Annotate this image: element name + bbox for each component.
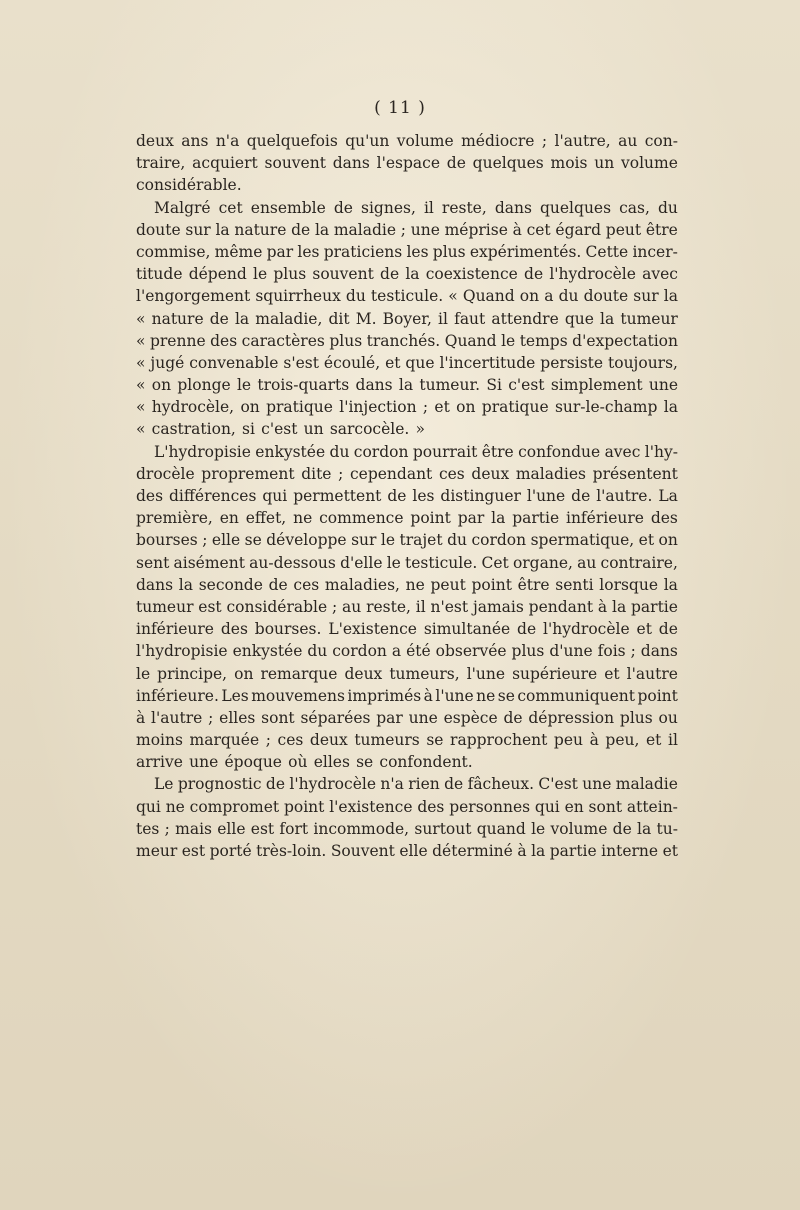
text-line: arrive une époque où elles se confondent. [136,753,473,772]
text-line: le principe, on remarque deux tumeurs, l'une supérieure et l'autre [136,664,678,683]
text-line: inférieure des bourses. L'existence simultanée de l'hydrocèle et de [136,620,678,639]
text-line: traire, acquiert souvent dans l'espace de quelques mois un volume [136,154,678,173]
text-line: deux ans n'a quelquefois qu'un volume médiocre ; l'autre, au con- [136,132,678,150]
text-line: à l'autre ; elles sont séparées par une espèce de dépression plus ou [136,708,678,727]
text-line: considérable. [136,176,242,195]
text-line: L'hydropisie enkystée du cordon pourrait être confondue avec l'hy- [154,442,678,461]
text-line: inférieure. Les mouvemens imprimés à l'une ne se communiquent point [136,686,678,705]
text-line: commise, même par les praticiens les plus expérimentés. Cette incer- [136,242,678,261]
text-line: dans la seconde de ces maladies, ne peut point être senti lorsque la [136,575,678,594]
text-line: « hydrocèle, on pratique l'injection ; et on pratique sur-le-champ la [136,398,678,417]
text-line: titude dépend le plus souvent de la coexistence de l'hydrocèle avec [136,265,678,284]
text-line: « castration, si c'est un sarcocèle. » [136,420,426,439]
text-line: « jugé convenable s'est écoulé, et que l'incertitude persiste toujours, [136,353,678,372]
text-line: tes ; mais elle est fort incommode, surtout quand le volume de la tu- [136,819,678,838]
text-line: l'engorgement squirrheux du testicule. « Quand on a du doute sur la [136,287,678,306]
body-text [136,130,678,862]
text-line: meur est porté très-loin. Souvent elle déterminé à la partie interne et [136,842,678,860]
text-line: moins marquée ; ces deux tumeurs se rapprochent peu à peu, et il [136,731,678,750]
text-line: drocèle proprement dite ; cependant ces deux maladies présentent [136,464,678,483]
text-line: « nature de la maladie, dit M. Boyer, il faut attendre que la tumeur [136,309,678,328]
text-line: « on plonge le trois-quarts dans la tumeur. Si c'est simplement une [136,376,678,395]
page-number: ( 11 ) [374,98,426,118]
text-line: l'hydropisie enkystée du cordon a été observée plus d'une fois ; dans [136,642,678,661]
text-line: tumeur est considérable ; au reste, il n'est jamais pendant à la partie [136,597,678,616]
text-line: Malgré cet ensemble de signes, il reste, dans quelques cas, du [154,198,678,217]
text-line: « prenne des caractères plus tranchés. Quand le temps d'expectation [136,331,678,350]
text-line: sent aisément au-dessous d'elle le testicule. Cet organe, au contraire, [136,553,678,572]
text-line: des différences qui permettent de les distinguer l'une de l'autre. La [136,487,678,505]
text-line: doute sur la nature de la maladie ; une méprise à cet égard peut être [136,220,678,239]
text-line: qui ne compromet point l'existence des personnes qui en sont attein- [136,797,678,816]
text-line: bourses ; elle se développe sur le trajet du cordon spermatique, et on [136,531,678,550]
text-line: première, en effet, ne commence point par la partie inférieure des [136,509,678,528]
text-line: Le prognostic de l'hydrocèle n'a rien de fâcheux. C'est une maladie [154,775,678,794]
